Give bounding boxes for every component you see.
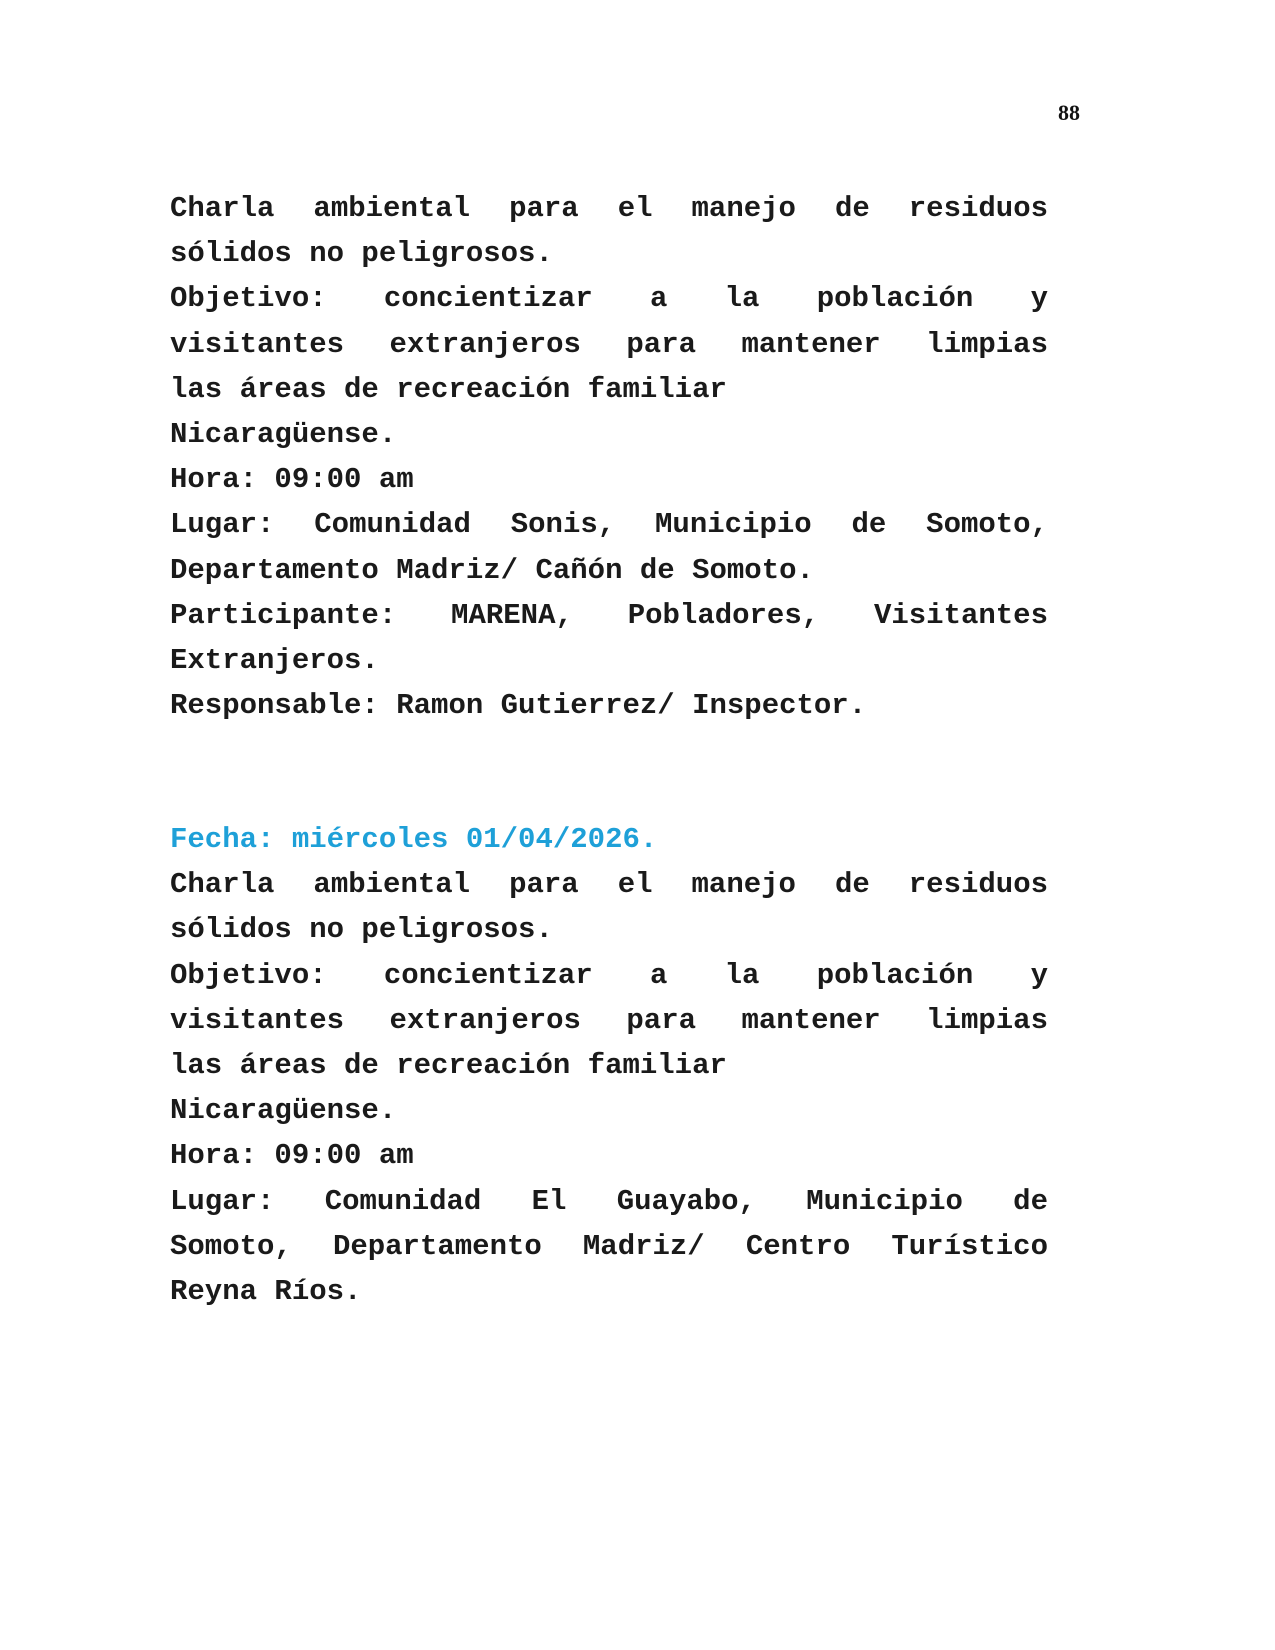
page-number: 88 (1058, 100, 1080, 125)
activity-block-1 (170, 186, 1048, 728)
activity-title-cont: sólidos no peligrosos. (170, 913, 553, 947)
activity-title: Charla ambiental para el manejo de residuos (170, 868, 1048, 902)
activity-title: Charla ambiental para el manejo de residuos (170, 192, 1048, 225)
place-text-cont: Somoto, Departamento Madriz/ Centro Turístico (170, 1229, 1048, 1263)
activity-title-cont: sólidos no peligrosos. (170, 237, 553, 271)
place-text-cont: Reyna Ríos. (170, 1275, 362, 1309)
activity-block-2 (170, 817, 1048, 1314)
objective-text-cont: visitantes extranjeros para mantener limpias (170, 327, 1048, 361)
objective-text: Objetivo: concientizar a la población y (170, 282, 1048, 316)
objective-text-cont: Nicaragüense. (170, 418, 397, 452)
objective-text-cont: Nicaragüense. (170, 1094, 397, 1128)
participants-text-cont: Extranjeros. (170, 644, 379, 678)
place-text-cont: Departamento Madriz/ Cañón de Somoto. (170, 553, 814, 587)
participants-text: Participante: MARENA, Pobladores, Visitantes (170, 598, 1048, 632)
place-text: Lugar: Comunidad El Guayabo, Municipio de (170, 1184, 1048, 1218)
responsible-text: Responsable: Ramon Gutierrez/ Inspector. (170, 689, 867, 723)
place-text: Lugar: Comunidad Sonis, Municipio de Somoto, (170, 508, 1048, 542)
time-text: Hora: 09:00 am (170, 463, 414, 497)
date-heading: Fecha: miércoles 01/04/2026. (170, 823, 658, 856)
objective-text: Objetivo: concientizar a la población y (170, 958, 1048, 992)
time-text: Hora: 09:00 am (170, 1139, 414, 1173)
objective-text-cont: las áreas de recreación familiar (170, 372, 727, 406)
objective-text-cont: las áreas de recreación familiar (170, 1049, 727, 1083)
objective-text-cont: visitantes extranjeros para mantener limpias (170, 1003, 1048, 1037)
